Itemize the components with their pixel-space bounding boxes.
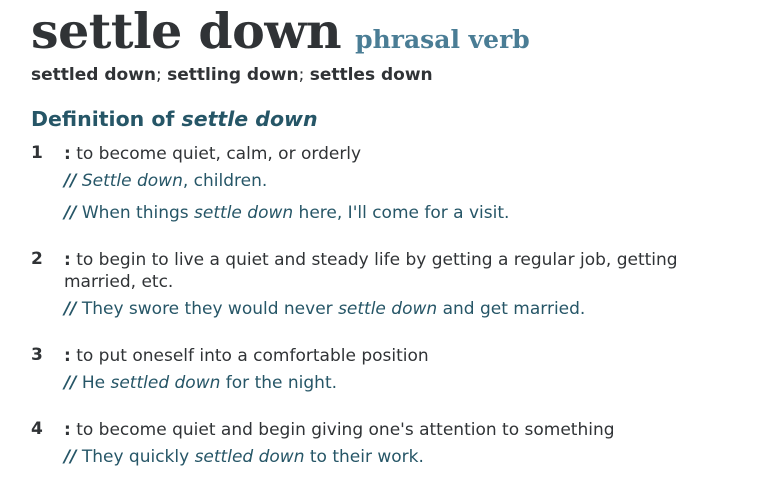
definition-text: to become quiet and begin giving one's attention to something bbox=[70, 420, 615, 440]
headword: settle down bbox=[31, 2, 342, 60]
definition-colon: : bbox=[64, 346, 71, 366]
example-sentence bbox=[64, 202, 753, 224]
sense-definition bbox=[64, 345, 753, 367]
part-of-speech-link[interactable]: phrasal verb bbox=[355, 25, 530, 54]
inflection-past: settled down bbox=[31, 65, 157, 85]
example-mark: // bbox=[64, 203, 77, 223]
example-mark: // bbox=[64, 447, 77, 467]
definition-heading-prefix: Definition of bbox=[31, 107, 182, 131]
sense-number: 4 bbox=[31, 419, 43, 439]
example-text: When things bbox=[76, 203, 195, 223]
sense-2 bbox=[31, 249, 753, 320]
inflection-separator: ; bbox=[156, 65, 168, 85]
example-term: settle down bbox=[338, 299, 438, 319]
sense-4 bbox=[31, 419, 753, 468]
example-text: for the night. bbox=[220, 373, 338, 393]
example-term: settle down bbox=[194, 203, 294, 223]
example-sentence bbox=[64, 372, 753, 394]
definition-colon: : bbox=[64, 420, 71, 440]
sense-number: 3 bbox=[31, 345, 43, 365]
example-sentence bbox=[64, 298, 753, 320]
example-mark: // bbox=[64, 171, 77, 191]
sense-definition bbox=[64, 419, 753, 441]
definition-text: to become quiet, calm, or orderly bbox=[70, 144, 362, 164]
inflection-present-participle: settling down bbox=[167, 65, 299, 85]
sense-number: 2 bbox=[31, 249, 43, 269]
example-term: Settle down bbox=[81, 171, 183, 191]
entry-header bbox=[31, 2, 530, 60]
example-text: and get married. bbox=[437, 299, 586, 319]
example-text: He bbox=[76, 373, 111, 393]
sense-definition bbox=[64, 249, 753, 293]
sense-definition bbox=[64, 143, 753, 165]
definition-heading-term: settle down bbox=[181, 107, 318, 131]
example-text: to their work. bbox=[304, 447, 424, 467]
example-term: settled down bbox=[110, 373, 221, 393]
definition-heading bbox=[31, 107, 318, 131]
definition-text: to put oneself into a comfortable position bbox=[70, 346, 429, 366]
example-mark: // bbox=[64, 373, 77, 393]
example-sentence bbox=[64, 170, 753, 192]
inflection-third-person: settles down bbox=[309, 65, 433, 85]
inflection-separator: ; bbox=[298, 65, 310, 85]
example-text: They quickly bbox=[76, 447, 195, 467]
sense-3 bbox=[31, 345, 753, 394]
example-mark: // bbox=[64, 299, 77, 319]
example-sentence bbox=[64, 446, 753, 468]
example-text: , children. bbox=[182, 171, 268, 191]
sense-1 bbox=[31, 143, 753, 224]
example-text: They swore they would never bbox=[76, 299, 339, 319]
definition-colon: : bbox=[64, 250, 71, 270]
sense-number: 1 bbox=[31, 143, 43, 163]
example-text: here, I'll come for a visit. bbox=[293, 203, 510, 223]
definition-colon: : bbox=[64, 144, 71, 164]
definition-text: to begin to live a quiet and steady life by getting a regular job, getting married, etc. bbox=[64, 250, 678, 292]
example-term: settled down bbox=[194, 447, 305, 467]
inflections bbox=[31, 65, 433, 85]
